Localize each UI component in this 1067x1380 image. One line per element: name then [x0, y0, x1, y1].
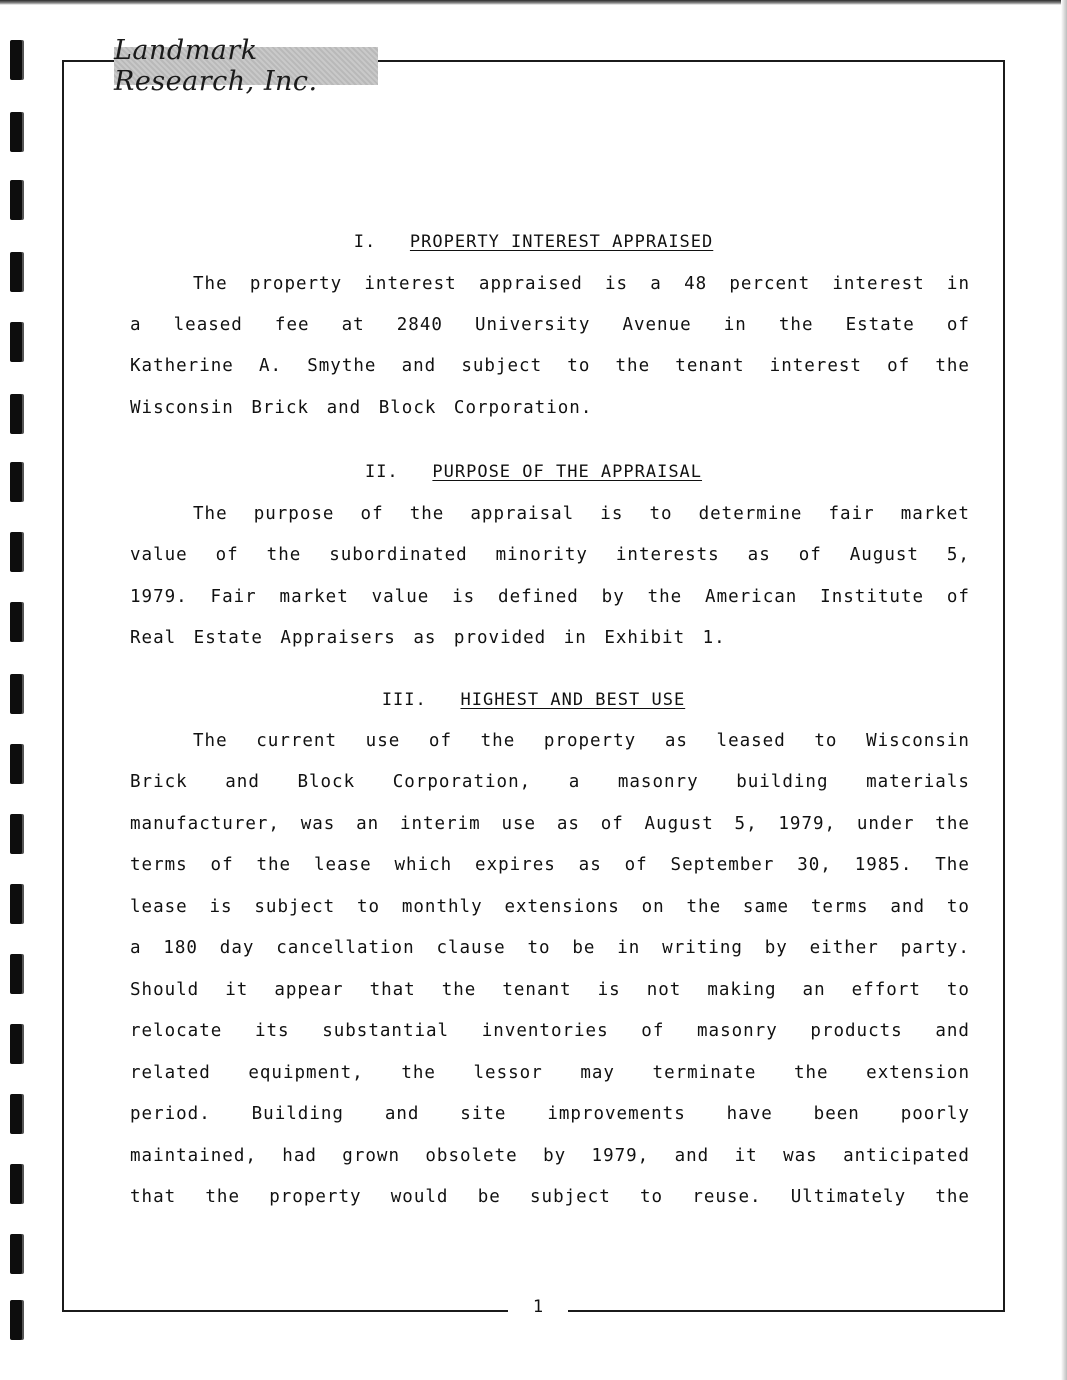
- word: and: [674, 1146, 710, 1166]
- paragraph-line: [130, 1187, 970, 1207]
- word: related: [130, 1063, 211, 1083]
- word: subject: [461, 356, 543, 376]
- word: and: [935, 1021, 970, 1041]
- word: materials: [866, 772, 970, 792]
- word: as: [556, 814, 580, 834]
- word: the: [935, 814, 970, 834]
- section-title: PURPOSE OF THE APPRAISAL: [432, 462, 703, 482]
- word: inventories: [481, 1021, 609, 1041]
- word: in: [946, 274, 970, 294]
- word: interim: [399, 814, 481, 834]
- word: was: [300, 814, 336, 834]
- word: a: [568, 772, 581, 792]
- word: either: [809, 938, 879, 958]
- word: to: [946, 980, 970, 1000]
- word: a: [130, 938, 142, 958]
- word: use: [365, 731, 401, 751]
- word: monthly: [401, 897, 483, 917]
- word: of: [210, 855, 234, 875]
- word: Brick: [130, 772, 188, 792]
- word: subject: [530, 1187, 611, 1207]
- word: clause: [436, 938, 506, 958]
- paragraph-line: [130, 855, 970, 875]
- word: is: [600, 504, 624, 524]
- word: of: [641, 1021, 665, 1041]
- word: Ultimately: [790, 1187, 907, 1207]
- word: to: [946, 897, 970, 917]
- word: to: [356, 897, 381, 917]
- word: determine: [698, 504, 803, 524]
- word: Should: [130, 980, 200, 1000]
- word: in: [617, 938, 641, 958]
- word: an: [356, 814, 380, 834]
- word: the: [778, 315, 814, 335]
- binder-hole: [10, 532, 22, 572]
- paragraph-line: [130, 315, 970, 335]
- word: 1979.: [130, 587, 188, 607]
- word: the: [935, 1187, 970, 1207]
- binder-hole: [10, 180, 22, 220]
- word: interest: [832, 274, 925, 294]
- word: defined: [498, 587, 579, 607]
- word: appraisal: [470, 504, 575, 524]
- word: University: [475, 315, 591, 335]
- word: day: [219, 938, 255, 958]
- paragraph-line: [130, 545, 970, 565]
- binder-hole: [10, 1164, 22, 1204]
- word: and: [401, 356, 437, 376]
- word: appear: [274, 980, 344, 1000]
- word: the: [256, 855, 292, 875]
- section-title: HIGHEST AND BEST USE: [460, 690, 686, 710]
- binder-hole: [10, 40, 22, 80]
- word: tenant: [502, 980, 572, 1000]
- word: the: [441, 980, 477, 1000]
- word: property: [249, 274, 343, 294]
- word: The: [193, 731, 228, 751]
- word: Building: [251, 1104, 344, 1124]
- word: of: [600, 814, 624, 834]
- word: Fair: [210, 587, 257, 607]
- binder-hole: [10, 954, 22, 994]
- paragraph-line: [130, 814, 970, 834]
- word: masonry: [697, 1021, 778, 1041]
- word: of: [624, 855, 648, 875]
- page-number: 1: [508, 1295, 568, 1319]
- word: Institute: [820, 587, 924, 607]
- word: market: [279, 587, 349, 607]
- word: at: [341, 315, 365, 335]
- binder-hole: [10, 1024, 22, 1064]
- word: by: [543, 1146, 567, 1166]
- word: of: [946, 315, 970, 335]
- word: 2840: [396, 315, 443, 335]
- word: writing: [662, 938, 743, 958]
- word: building: [736, 772, 829, 792]
- word: lessor: [473, 1063, 543, 1083]
- word: leased: [716, 731, 786, 751]
- word: in: [723, 315, 747, 335]
- word: subject: [254, 897, 336, 917]
- word: grown: [342, 1146, 400, 1166]
- paragraph-line: [130, 1021, 970, 1041]
- binder-hole: [10, 252, 22, 292]
- word: the: [401, 1063, 436, 1083]
- paragraph-line: [130, 1063, 970, 1083]
- word: interests: [615, 545, 720, 565]
- word: to: [567, 356, 591, 376]
- word: of: [887, 356, 911, 376]
- word: leased: [173, 315, 243, 335]
- word: interest: [364, 274, 457, 294]
- word: as: [578, 855, 602, 875]
- word: of: [428, 731, 452, 751]
- word: A.: [258, 356, 283, 376]
- word: party.: [900, 938, 970, 958]
- word: the: [793, 1063, 829, 1083]
- word: property: [269, 1187, 362, 1207]
- word: making: [707, 980, 777, 1000]
- word: 30,: [797, 855, 832, 875]
- word: of: [360, 504, 384, 524]
- word: purpose: [253, 504, 335, 524]
- paragraph-line: [193, 274, 970, 294]
- word: terms: [810, 897, 869, 917]
- word: and: [384, 1104, 420, 1124]
- binder-hole: [10, 1094, 22, 1134]
- word: lease: [313, 855, 372, 875]
- word: improvements: [547, 1104, 686, 1124]
- word: tenant: [675, 356, 745, 376]
- word: The: [935, 855, 970, 875]
- binder-hole: [10, 744, 22, 784]
- word: 48: [684, 274, 708, 294]
- word: that: [130, 1187, 177, 1207]
- paragraph-line: [130, 587, 970, 607]
- word: Katherine: [130, 356, 234, 376]
- word: extension: [866, 1063, 970, 1083]
- paragraph-line: [193, 731, 970, 751]
- word: is: [597, 980, 621, 1000]
- word: effort: [851, 980, 921, 1000]
- word: the: [615, 356, 651, 376]
- paragraph-line: Real Estate Appraisers as provided in Exhibit 1.: [130, 628, 726, 648]
- word: August: [849, 545, 919, 565]
- word: the: [409, 504, 445, 524]
- paragraph-line: [130, 1146, 970, 1166]
- binder-hole: [10, 1234, 22, 1274]
- section-title: PROPERTY INTEREST APPRAISED: [409, 232, 714, 252]
- paragraph-line: [130, 356, 970, 376]
- word: a: [650, 274, 662, 294]
- word: the: [205, 1187, 240, 1207]
- word: 5,: [734, 814, 758, 834]
- word: it: [225, 980, 249, 1000]
- word: of: [215, 545, 239, 565]
- word: to: [814, 731, 838, 751]
- scan-top-edge: [0, 0, 1067, 5]
- word: and: [225, 772, 260, 792]
- paragraph-line: [130, 897, 970, 917]
- word: fair: [828, 504, 875, 524]
- paragraph-line: [130, 938, 970, 958]
- word: is: [209, 897, 233, 917]
- word: Corporation,: [392, 772, 532, 792]
- word: may: [580, 1063, 615, 1083]
- binder-hole: [10, 602, 22, 642]
- paragraph-line: [130, 1104, 970, 1124]
- word: subordinated: [329, 545, 468, 565]
- word: terminate: [652, 1063, 757, 1083]
- section-numeral: III.: [381, 690, 427, 710]
- word: products: [810, 1021, 903, 1041]
- word: of: [946, 587, 970, 607]
- paragraph-line: [130, 772, 970, 792]
- word: value: [371, 587, 430, 607]
- paragraph-line: [193, 504, 970, 524]
- word: masonry: [617, 772, 699, 792]
- word: terms: [130, 855, 188, 875]
- word: the: [935, 356, 970, 376]
- word: as: [664, 731, 688, 751]
- word: use: [501, 814, 537, 834]
- word: to: [649, 504, 673, 524]
- word: The: [193, 504, 228, 524]
- word: market: [900, 504, 970, 524]
- word: poorly: [900, 1104, 970, 1124]
- word: period.: [130, 1104, 211, 1124]
- word: be: [477, 1187, 501, 1207]
- word: an: [802, 980, 826, 1000]
- word: the: [266, 545, 302, 565]
- binder-hole: [10, 814, 22, 854]
- section-heading: [0, 462, 1067, 482]
- word: which: [394, 855, 453, 875]
- word: not: [646, 980, 682, 1000]
- word: been: [813, 1104, 860, 1124]
- word: appraised: [478, 274, 583, 294]
- word: manufacturer,: [130, 814, 280, 834]
- binder-hole: [10, 1300, 22, 1340]
- word: is: [604, 274, 629, 294]
- paragraph-line: Wisconsin Brick and Block Corporation.: [130, 398, 593, 418]
- binder-hole: [10, 394, 22, 434]
- binder-hole: [10, 322, 22, 362]
- word: interest: [769, 356, 862, 376]
- section-numeral: II.: [364, 462, 399, 482]
- section-numeral: I.: [353, 232, 377, 252]
- word: to: [640, 1187, 664, 1207]
- word: percent: [729, 274, 811, 294]
- word: to: [527, 938, 551, 958]
- word: and: [890, 897, 925, 917]
- word: same: [742, 897, 790, 917]
- word: anticipated: [843, 1146, 970, 1166]
- word: cancellation: [276, 938, 415, 958]
- word: its: [254, 1021, 290, 1041]
- word: maintained,: [130, 1146, 257, 1166]
- word: Smythe: [307, 356, 377, 376]
- word: substantial: [322, 1021, 450, 1041]
- section-heading: [0, 232, 1067, 252]
- word: 5,: [946, 545, 970, 565]
- word: have: [726, 1104, 773, 1124]
- word: Wisconsin: [866, 731, 970, 751]
- word: it: [734, 1146, 758, 1166]
- word: relocate: [130, 1021, 223, 1041]
- word: would: [390, 1187, 449, 1207]
- word: American: [705, 587, 798, 607]
- company-logo: Landmark Research, Inc.: [114, 47, 378, 85]
- word: be: [572, 938, 596, 958]
- word: 1979,: [591, 1146, 650, 1166]
- word: the: [480, 731, 516, 751]
- word: property: [543, 731, 637, 751]
- section-heading: [0, 690, 1067, 710]
- word: The: [193, 274, 228, 294]
- word: by: [764, 938, 788, 958]
- word: that: [369, 980, 416, 1000]
- word: 1985.: [854, 855, 913, 875]
- word: under: [856, 814, 915, 834]
- word: Avenue: [622, 315, 692, 335]
- word: August: [644, 814, 714, 834]
- word: Estate: [845, 315, 915, 335]
- word: on: [641, 897, 665, 917]
- word: 1979,: [778, 814, 837, 834]
- word: fee: [274, 315, 310, 335]
- word: September: [670, 855, 775, 875]
- word: current: [256, 731, 338, 751]
- word: value: [130, 545, 188, 565]
- word: obsolete: [425, 1146, 518, 1166]
- word: the: [686, 897, 722, 917]
- word: expires: [475, 855, 556, 875]
- word: equipment,: [248, 1063, 364, 1083]
- word: was: [783, 1146, 818, 1166]
- word: Block: [297, 772, 356, 792]
- word: as: [747, 545, 771, 565]
- word: lease: [130, 897, 188, 917]
- word: had: [282, 1146, 317, 1166]
- binder-hole: [10, 884, 22, 924]
- word: extensions: [504, 897, 620, 917]
- word: minority: [495, 545, 588, 565]
- word: of: [798, 545, 822, 565]
- word: reuse.: [692, 1187, 762, 1207]
- word: is: [452, 587, 476, 607]
- paragraph-line: [130, 980, 970, 1000]
- word: the: [647, 587, 683, 607]
- word: site: [460, 1104, 507, 1124]
- word: by: [601, 587, 625, 607]
- binder-hole: [10, 112, 22, 152]
- word: a: [130, 315, 142, 335]
- word: 180: [163, 938, 198, 958]
